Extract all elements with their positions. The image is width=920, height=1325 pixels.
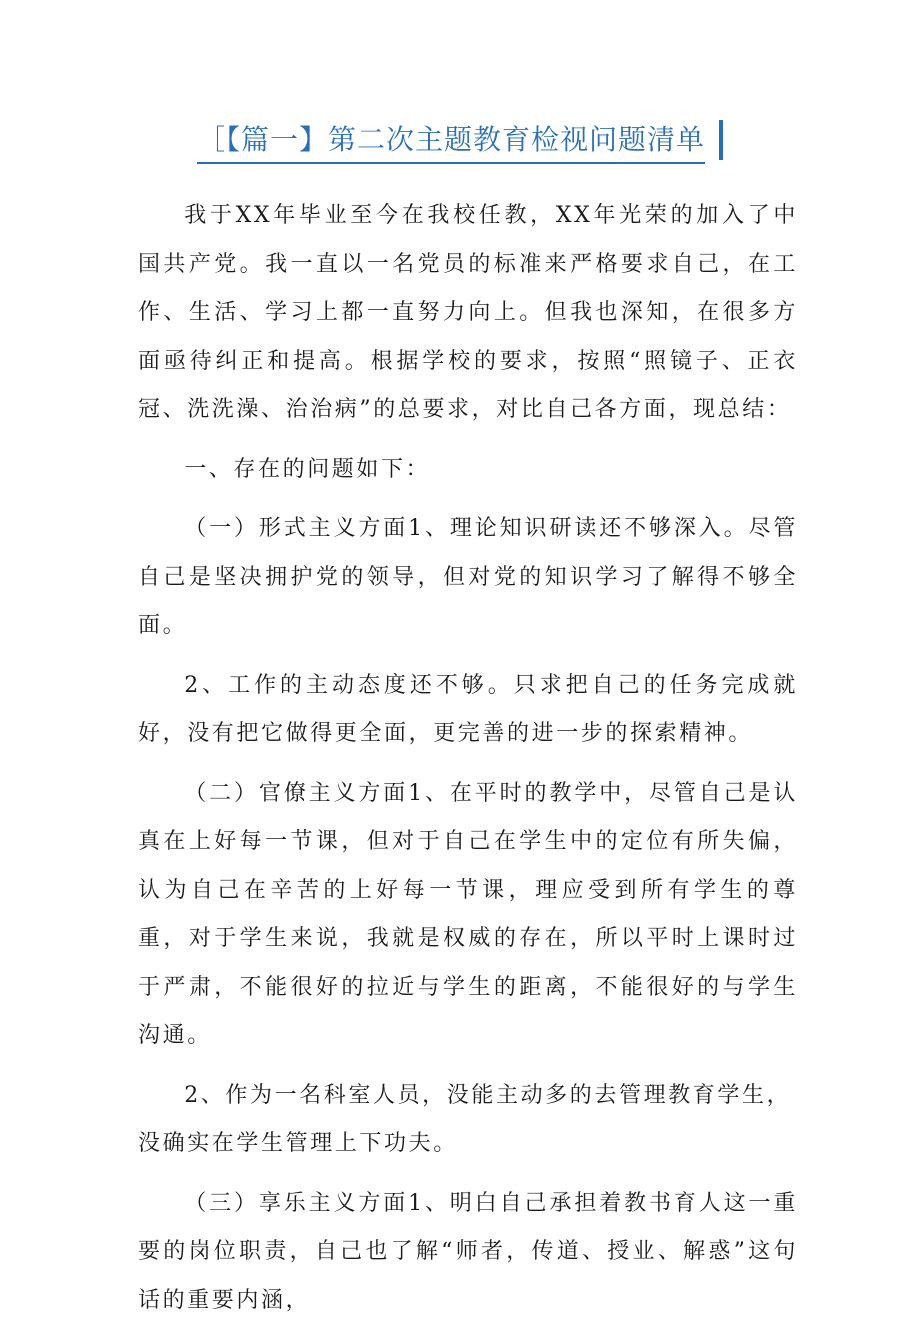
text-cursor-bar <box>719 120 723 160</box>
paragraph-hedonism-1: （三）享乐主义方面1、明白自己承担着教书育人这一重要的岗位职责，自己也了解“师者，传道、授业、解惑”这句话的重要内涵， <box>138 1180 798 1325</box>
paragraph-formalism-1: （一）形式主义方面1、理论知识研读还不够深入。尽管自己是坚决拥护党的领导，但对党的知识学习了解得不够全面。 <box>138 505 798 651</box>
paragraph-formalism-2: 2、工作的主动态度还不够。只求把自己的任务完成就好，没有把它做得更全面，更完善的进一步的探索精神。 <box>138 662 798 759</box>
document-body <box>138 192 798 1325</box>
title-container <box>0 120 920 160</box>
paragraph-intro: 我于XX年毕业至今在我校任教，XX年光荣的加入了中国共产党。我一直以一名党员的标准来严格要求自己，在工作、生活、学习上都一直努力向上。但我也深知，在很多方面亟待纠正和提高。根据学校的要求，按照“照镜子、正衣冠、洗洗澡、治治病”的总要求，对比自己各方面，现总结： <box>138 192 798 435</box>
section-heading-problems: 一、存在的问题如下： <box>138 446 798 495</box>
document-title <box>197 120 723 160</box>
paragraph-bureaucratism-2-cont: 没确实在学生管理上下功夫。 <box>138 1120 798 1169</box>
title-underline <box>197 162 705 164</box>
document-title-text: ［【篇一】第二次主题教育检视问题清单 <box>197 123 705 156</box>
paragraph-bureaucratism-1: （二）官僚主义方面1、在平时的教学中，尽管自己是认真在上好每一节课，但对于自己在学生中的定位有所失偏，认为自己在辛苦的上好每一节课，理应受到所有学生的尊重，对于学生来说，我就是权威的存在，所以平时上课时过于严肃，不能很好的拉近与学生的距离，不能很好的与学生沟通。 <box>138 770 798 1061</box>
paragraph-bureaucratism-2: 2、作为一名科室人员，没能主动多的去管理教育学生， <box>138 1072 798 1121</box>
